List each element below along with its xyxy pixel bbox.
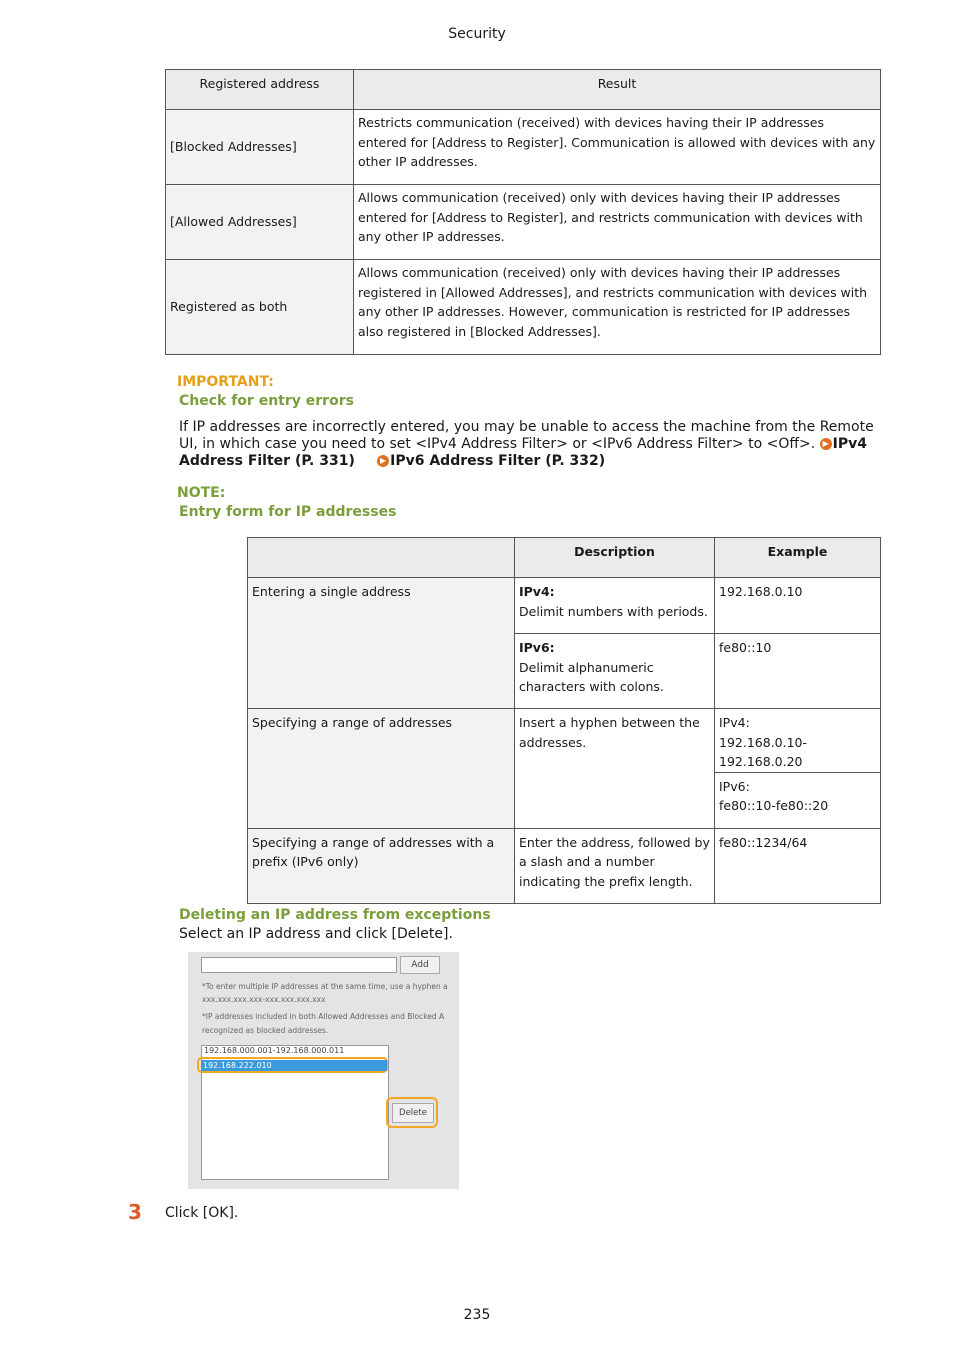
hint-text: xxx.xxx.xxx.xxx-xxx.xxx.xxx.xxx [202, 995, 326, 1004]
address-input[interactable] [201, 957, 397, 973]
ipv4-filter-link[interactable]: IPv4 Address Filter (P. 331) [179, 436, 867, 469]
table-header [248, 538, 515, 578]
table-row [166, 110, 881, 185]
cell-text: Delimit alphanumeric characters with colons. [519, 659, 664, 694]
delete-screenshot [188, 952, 459, 1189]
delete-section-text: Select an IP address and click [Delete]. [179, 926, 453, 942]
table-cell: Restricts communication (received) with devices having their IP addresses entered for [Address to Register]. Communication is allowed with devices with any other IP addresses. [354, 110, 881, 185]
delete-section-title: Deleting an IP address from exceptions [179, 907, 491, 923]
table-row [248, 709, 881, 773]
entry-form-table [247, 537, 881, 904]
note-label: NOTE: [177, 485, 226, 501]
important-label: IMPORTANT: [177, 374, 274, 390]
table-cell: Allows communication (received) only with devices having their IP addresses entered for [Address to Register], and restricts communication with devices with any other IP addresses. [354, 185, 881, 260]
table-row [166, 260, 881, 355]
table-cell: Registered as both [166, 260, 354, 355]
table-cell: [Blocked Addresses] [166, 110, 354, 185]
table-cell: 192.168.0.10 [715, 578, 881, 634]
ipv6-filter-link[interactable]: IPv6 Address Filter (P. 332) [390, 453, 606, 469]
cell-text: fe80::10-fe80::20 [719, 798, 829, 813]
step-number: 3 [128, 1200, 142, 1224]
table-header: Registered address [166, 70, 354, 110]
cell-text: IPv6: [719, 778, 750, 794]
page-header: Security [448, 26, 506, 42]
table-row [248, 578, 881, 634]
delete-button[interactable]: Delete [392, 1103, 434, 1123]
important-text [179, 419, 874, 470]
list-item[interactable]: 192.168.000.001-192.168.000.011 [204, 1046, 345, 1055]
table-cell [515, 634, 715, 709]
table-cell: Allows communication (received) only with devices having their IP addresses registered in [Allowed Addresses], and restricts communication with devices with any other IP addresses. However, communication is restricted for IP addresses also registered in [Blocked Addresses]. [354, 260, 881, 355]
table-cell [715, 772, 881, 828]
page-number: 235 [463, 1307, 491, 1323]
table-row [248, 828, 881, 903]
cell-text: Delimit numbers with periods. [519, 603, 708, 619]
table-cell: fe80::10 [715, 634, 881, 709]
hint-text: *To enter multiple IP addresses at the same time, use a hyphen a [202, 982, 448, 991]
table-row [166, 185, 881, 260]
table-cell [715, 709, 881, 773]
table-cell: Entering a single address [248, 578, 515, 709]
ipv4-label: IPv4: [519, 584, 555, 599]
hint-text: recognized as blocked addresses. [202, 1026, 329, 1035]
table-cell: [Allowed Addresses] [166, 185, 354, 260]
table-header: Example [715, 538, 881, 578]
table-cell: Specifying a range of addresses with a prefix (IPv6 only) [248, 828, 515, 903]
registered-address-table [165, 69, 881, 355]
link-arrow-icon: ▶ [820, 438, 832, 450]
important-body: If IP addresses are incorrectly entered, you may be unable to access the machine from the Remote UI, in which case you need to set <IPv4 Address Filter> or <IPv6 Address Filter> to <Off>. [179, 419, 874, 452]
table-cell: fe80::1234/64 [715, 828, 881, 903]
table-cell: Specifying a range of addresses [248, 709, 515, 829]
table-cell: Insert a hyphen between the addresses. [515, 709, 715, 829]
add-button[interactable]: Add [400, 956, 440, 974]
link-arrow-icon: ▶ [377, 455, 389, 467]
cell-text: IPv4: [719, 715, 750, 730]
cell-text: 192.168.0.10-192.168.0.20 [719, 734, 808, 769]
ipv6-label: IPv6: [519, 640, 555, 655]
table-header: Description [515, 538, 715, 578]
step-text: Click [OK]. [165, 1205, 239, 1221]
table-header: Result [354, 70, 881, 110]
list-item-selected[interactable]: 192.168.222.010 [201, 1060, 387, 1071]
note-title: Entry form for IP addresses [179, 504, 397, 520]
table-cell [515, 578, 715, 634]
important-title: Check for entry errors [179, 393, 354, 409]
hint-text: *IP addresses included in both Allowed Addresses and Blocked A [202, 1012, 445, 1021]
table-cell: Enter the address, followed by a slash and a number indicating the prefix length. [515, 828, 715, 903]
